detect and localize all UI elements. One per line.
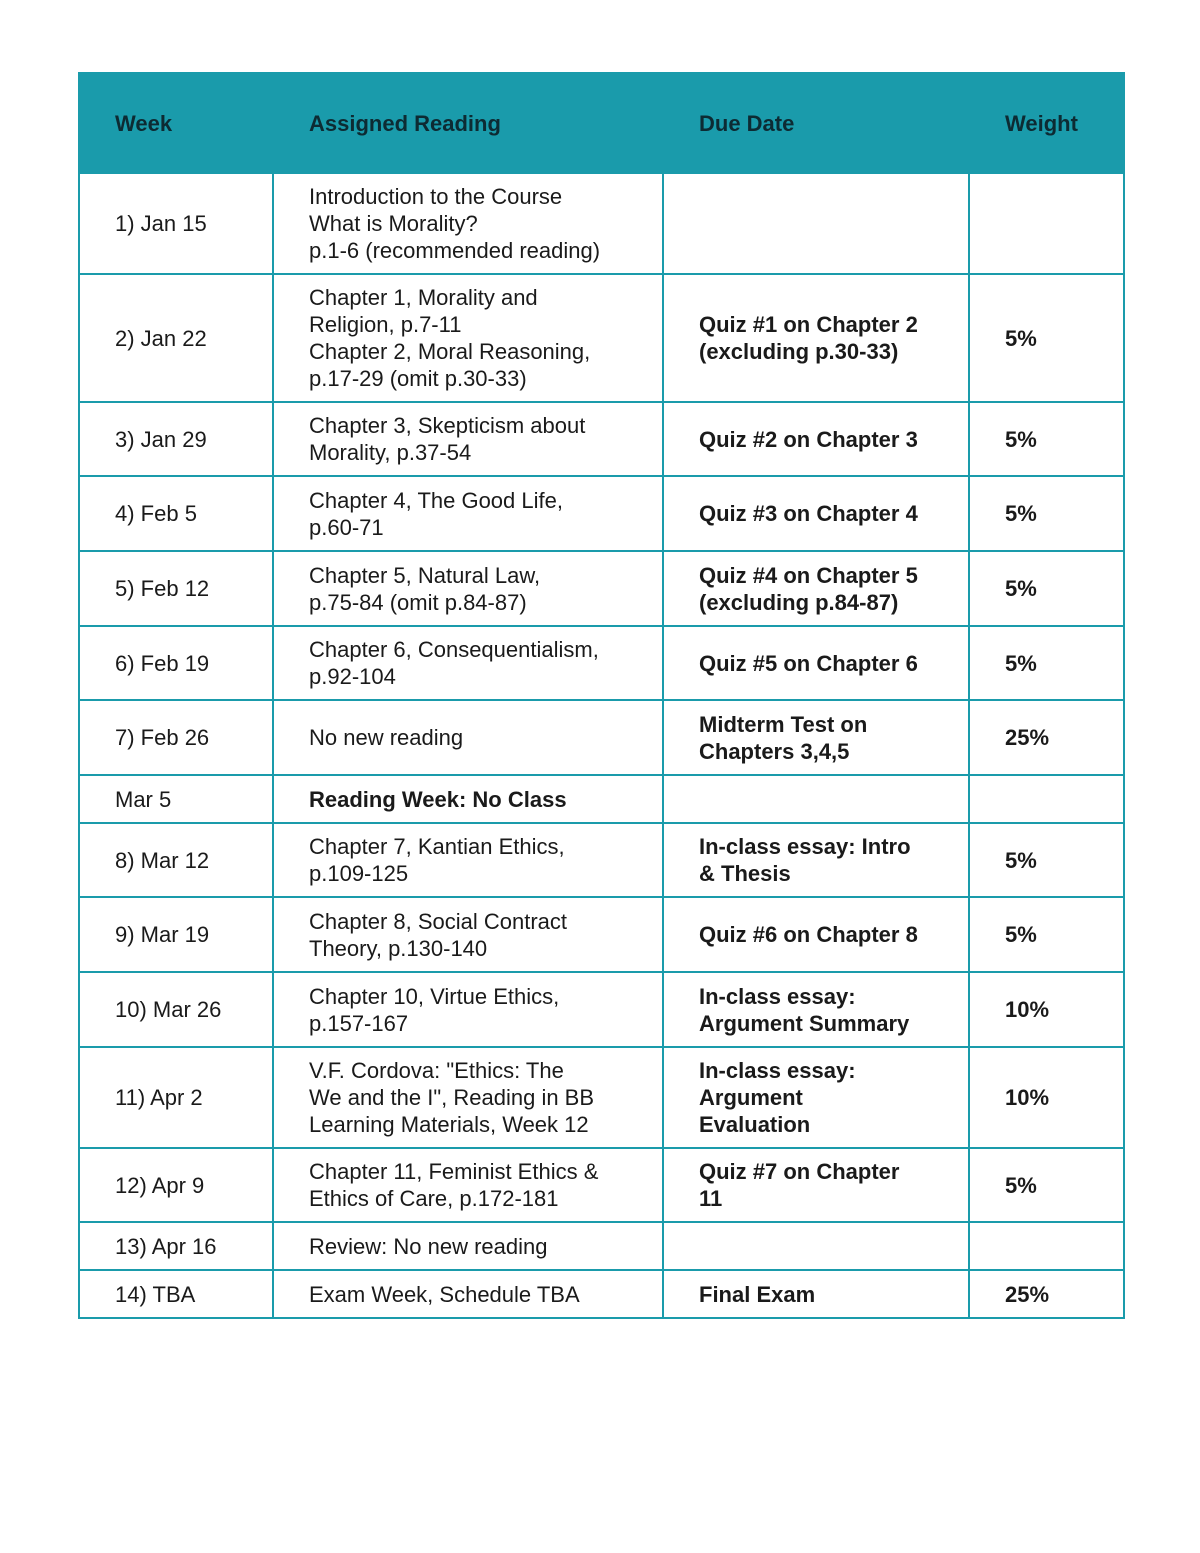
due-line: Quiz #1 on Chapter 2 [699, 312, 918, 337]
table-row [79, 626, 1124, 700]
week-cell: Mar 5 [79, 775, 273, 823]
table-row [79, 897, 1124, 972]
reading-line: Chapter 5, Natural Law, [309, 562, 541, 588]
reading-cell [273, 775, 663, 823]
weight-cell: 5% [969, 897, 1124, 972]
due-line: Argument [699, 1085, 803, 1110]
reading-line: What is Morality? [309, 211, 478, 236]
due-line: Final Exam [699, 1281, 816, 1307]
weight-cell [969, 775, 1124, 823]
week-cell: 1) Jan 15 [79, 173, 273, 274]
table-row [79, 1148, 1124, 1222]
due-line: In-class essay: [699, 983, 856, 1009]
week-cell: 14) TBA [79, 1270, 273, 1318]
due-date-cell [663, 1222, 969, 1270]
weight-cell: 5% [969, 402, 1124, 476]
week-cell: 6) Feb 19 [79, 626, 273, 700]
table-row [79, 775, 1124, 823]
due-date-cell [663, 775, 969, 823]
reading-line: p.92-104 [309, 664, 396, 689]
header-due-date: Due Date [663, 73, 969, 173]
header-weight: Weight [969, 73, 1124, 173]
due-date-cell [663, 823, 969, 897]
reading-cell [273, 1270, 663, 1318]
reading-line: p.17-29 (omit p.30-33) [309, 366, 527, 391]
reading-cell [273, 823, 663, 897]
due-date-cell [663, 700, 969, 775]
due-date-cell [663, 897, 969, 972]
weight-cell: 25% [969, 700, 1124, 775]
due-line: 11 [699, 1186, 723, 1211]
reading-cell [273, 402, 663, 476]
reading-cell [273, 1222, 663, 1270]
due-date-cell [663, 476, 969, 551]
due-line: In-class essay: Intro [699, 834, 911, 859]
weight-cell: 5% [969, 626, 1124, 700]
weight-cell: 25% [969, 1270, 1124, 1318]
due-date-cell [663, 1047, 969, 1148]
due-line: In-class essay: [699, 1058, 856, 1083]
due-line: Midterm Test on [699, 711, 868, 737]
reading-line: p.60-71 [309, 514, 384, 540]
weight-cell: 5% [969, 551, 1124, 626]
reading-line: Chapter 7, Kantian Ethics, [309, 834, 565, 859]
reading-line: Chapter 1, Morality and [309, 285, 538, 310]
reading-cell [273, 626, 663, 700]
due-line: Quiz #6 on Chapter 8 [699, 922, 918, 947]
weight-cell: 10% [969, 972, 1124, 1047]
header-row [79, 73, 1124, 173]
table-header [79, 73, 1124, 173]
reading-line: Chapter 10, Virtue Ethics, [309, 983, 560, 1009]
table-body [79, 173, 1124, 1318]
reading-line: Review: No new reading [309, 1233, 548, 1259]
week-cell: 7) Feb 26 [79, 700, 273, 775]
week-cell: 11) Apr 2 [79, 1047, 273, 1148]
reading-line: Chapter 11, Feminist Ethics & [309, 1159, 599, 1184]
weight-cell: 5% [969, 476, 1124, 551]
reading-cell [273, 476, 663, 551]
table-row [79, 1047, 1124, 1148]
week-cell: 5) Feb 12 [79, 551, 273, 626]
weight-cell [969, 1222, 1124, 1270]
header-week: Week [79, 73, 273, 173]
table-row [79, 1222, 1124, 1270]
table-row [79, 972, 1124, 1047]
reading-line: Chapter 2, Moral Reasoning, [309, 339, 591, 364]
reading-cell [273, 551, 663, 626]
due-date-cell [663, 1148, 969, 1222]
table-row [79, 402, 1124, 476]
due-line: & Thesis [699, 861, 791, 886]
week-cell: 2) Jan 22 [79, 274, 273, 402]
reading-line: Morality, p.37-54 [309, 440, 472, 465]
reading-line: Reading Week: No Class [309, 786, 567, 812]
weight-cell: 10% [969, 1047, 1124, 1148]
due-date-cell [663, 626, 969, 700]
weight-cell: 5% [969, 1148, 1124, 1222]
week-cell: 9) Mar 19 [79, 897, 273, 972]
due-line: Quiz #4 on Chapter 5 [699, 562, 918, 588]
reading-line: Learning Materials, Week 12 [309, 1112, 589, 1137]
reading-line: Chapter 6, Consequentialism, [309, 637, 599, 662]
due-line: Evaluation [699, 1112, 811, 1137]
reading-line: Exam Week, Schedule TBA [309, 1281, 580, 1307]
table-row [79, 274, 1124, 402]
reading-cell [273, 700, 663, 775]
reading-cell [273, 173, 663, 274]
reading-cell [273, 1148, 663, 1222]
due-line: (excluding p.84-87) [699, 589, 899, 615]
weight-cell: 5% [969, 274, 1124, 402]
weight-cell: 5% [969, 823, 1124, 897]
reading-line: p.157-167 [309, 1010, 409, 1036]
due-date-cell [663, 551, 969, 626]
due-date-cell [663, 1270, 969, 1318]
due-line: Argument Summary [699, 1010, 910, 1036]
reading-cell [273, 1047, 663, 1148]
reading-line: p.109-125 [309, 861, 409, 886]
week-cell: 10) Mar 26 [79, 972, 273, 1047]
reading-line: p.1-6 (recommended reading) [309, 238, 601, 263]
due-line: Quiz #5 on Chapter 6 [699, 650, 918, 676]
due-date-cell [663, 972, 969, 1047]
due-line: Chapters 3,4,5 [699, 738, 850, 764]
reading-line: We and the I", Reading in BB [309, 1085, 595, 1110]
reading-line: Chapter 4, The Good Life, [309, 487, 563, 513]
table-row [79, 823, 1124, 897]
reading-line: p.75-84 (omit p.84-87) [309, 589, 527, 615]
table-row [79, 551, 1124, 626]
due-line: Quiz #2 on Chapter 3 [699, 426, 918, 452]
reading-line: Religion, p.7-11 [309, 312, 462, 337]
week-cell: 8) Mar 12 [79, 823, 273, 897]
reading-line: Theory, p.130-140 [309, 935, 488, 961]
due-line: (excluding p.30-33) [699, 339, 899, 364]
header-assigned-reading: Assigned Reading [273, 73, 663, 173]
weight-cell [969, 173, 1124, 274]
table-row [79, 1270, 1124, 1318]
reading-line: Ethics of Care, p.172-181 [309, 1186, 559, 1211]
due-date-cell [663, 173, 969, 274]
due-line: Quiz #7 on Chapter [699, 1159, 900, 1184]
table-row [79, 476, 1124, 551]
reading-line: No new reading [309, 725, 464, 750]
reading-line: Chapter 8, Social Contract [309, 908, 568, 934]
reading-cell [273, 274, 663, 402]
reading-line: Introduction to the Course [309, 184, 563, 209]
week-cell: 4) Feb 5 [79, 476, 273, 551]
table-row [79, 700, 1124, 775]
table-row [79, 173, 1124, 274]
reading-line: V.F. Cordova: "Ethics: The [309, 1058, 564, 1083]
due-date-cell [663, 402, 969, 476]
week-cell: 13) Apr 16 [79, 1222, 273, 1270]
due-line: Quiz #3 on Chapter 4 [699, 501, 918, 526]
schedule-table [78, 72, 1125, 1319]
week-cell: 12) Apr 9 [79, 1148, 273, 1222]
week-cell: 3) Jan 29 [79, 402, 273, 476]
reading-cell [273, 972, 663, 1047]
reading-cell [273, 897, 663, 972]
due-date-cell [663, 274, 969, 402]
reading-line: Chapter 3, Skepticism about [309, 413, 586, 438]
